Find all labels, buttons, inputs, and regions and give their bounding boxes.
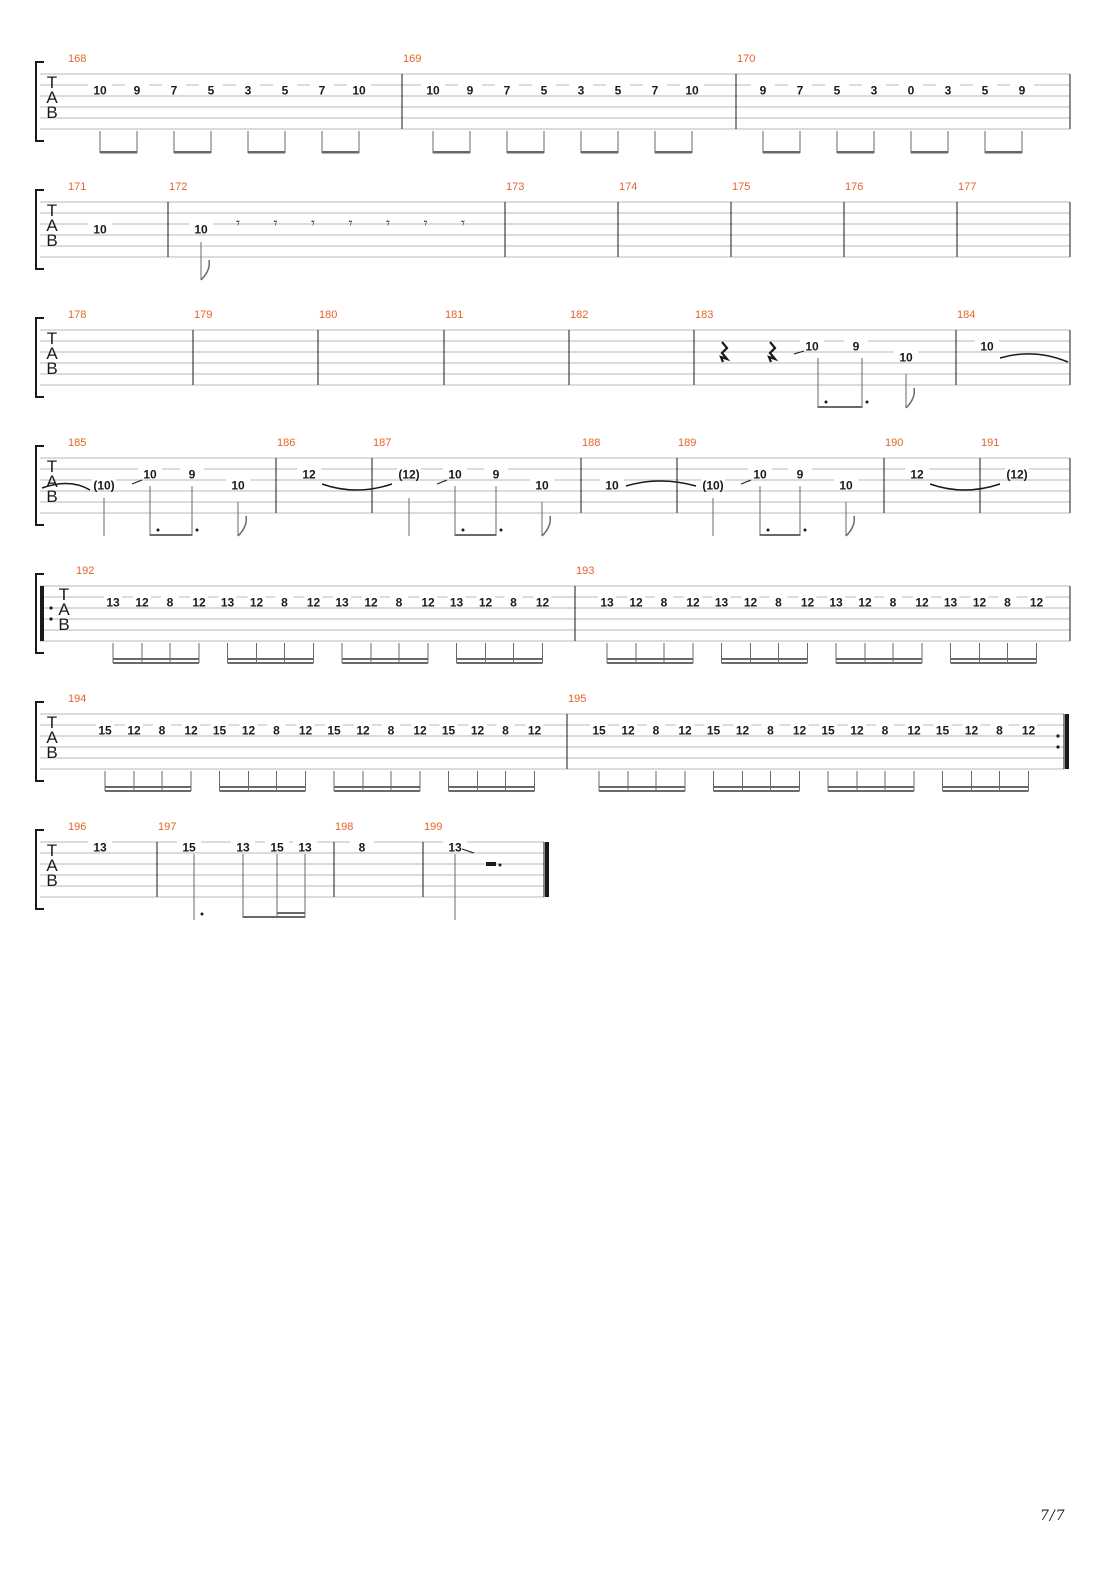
fret-number: 5	[833, 83, 841, 98]
measure-number: 186	[277, 437, 296, 449]
fret-number: 12	[621, 723, 635, 738]
fret-number: 10	[448, 467, 462, 482]
tie	[322, 484, 392, 490]
measure-number: 177	[958, 181, 977, 193]
fret-number: 12	[629, 595, 643, 610]
fret-number: 10	[805, 339, 819, 354]
fret-number: 9	[759, 83, 767, 98]
measure-number: 184	[957, 309, 976, 321]
measure-number: 199	[424, 821, 443, 833]
fret-number: 12	[535, 595, 550, 610]
fret-number: 13	[943, 595, 958, 610]
fret-number: 10	[839, 478, 853, 493]
tab-clef-letter: B	[46, 743, 58, 762]
fret-number: 10	[426, 83, 440, 98]
fret-number: 13	[335, 595, 349, 610]
slide-line	[437, 480, 447, 484]
beam	[433, 151, 470, 154]
fret-number: 15	[182, 840, 196, 855]
tab-system	[36, 309, 1070, 408]
fret-number: (10)	[93, 478, 115, 493]
dot	[499, 864, 502, 867]
fret-number: 13	[220, 595, 235, 610]
fret-number: 9	[492, 467, 500, 482]
measure-number: 193	[576, 565, 595, 577]
measure-number: 179	[194, 309, 213, 321]
fret-number: 7	[651, 83, 659, 98]
beam	[655, 151, 692, 154]
fret-number: 15	[441, 723, 456, 738]
measure-number: 178	[68, 309, 87, 321]
fret-number: 12	[470, 723, 485, 738]
fret-number: 12	[364, 595, 378, 610]
fret-number: 12	[356, 723, 370, 738]
beam-secondary	[449, 790, 535, 792]
fret-number: 0	[907, 83, 915, 98]
tab-clef-letter: T	[46, 201, 58, 220]
fret-number: 12	[907, 723, 921, 738]
tab-clef-letter: A	[46, 472, 58, 491]
measure-number: 182	[570, 309, 589, 321]
beam	[985, 151, 1022, 154]
fret-number: 13	[449, 595, 464, 610]
dot	[201, 913, 204, 916]
fret-number: 15	[706, 723, 721, 738]
beam	[911, 151, 948, 154]
measure-number: 169	[403, 53, 422, 65]
beam-primary	[334, 786, 420, 788]
tie	[1000, 354, 1068, 362]
beam-primary	[828, 786, 914, 788]
tab-clef-letter: B	[46, 359, 58, 378]
tab-clef-letter: A	[46, 344, 58, 363]
tab-clef-letter: B	[46, 871, 58, 890]
fret-number: (10)	[702, 478, 724, 493]
dot	[804, 529, 807, 532]
beam-secondary	[277, 912, 305, 914]
dot	[157, 529, 160, 532]
fret-number: 9	[188, 467, 196, 482]
tie	[930, 484, 1000, 490]
fret-number: 12	[915, 595, 929, 610]
dot	[767, 529, 770, 532]
dot	[825, 401, 828, 404]
tab-clef-letter: T	[46, 457, 58, 476]
beam-primary	[342, 658, 428, 660]
fret-number: 8	[767, 723, 774, 738]
repeat-end-thick	[1065, 714, 1069, 769]
beam-secondary	[113, 662, 199, 664]
fret-number: 5	[981, 83, 989, 98]
beam-primary	[836, 658, 922, 660]
fret-number: 12	[686, 595, 700, 610]
fret-number: 10	[194, 222, 208, 237]
fret-number: 12	[298, 723, 313, 738]
note-flag	[906, 388, 914, 408]
fret-number: 12	[1021, 723, 1036, 738]
beam-primary	[599, 786, 685, 788]
fret-number: 12	[421, 595, 435, 610]
fret-number: 15	[935, 723, 950, 738]
fret-number: 5	[281, 83, 289, 98]
beam-primary	[722, 658, 808, 660]
eighth-rest: 𝄾	[386, 215, 390, 232]
tab-clef-letter: A	[46, 216, 58, 235]
fret-number: 8	[387, 723, 395, 738]
measure-number: 195	[568, 693, 587, 705]
fret-number: 10	[899, 350, 913, 365]
fret-number: 12	[850, 723, 864, 738]
fret-number: 13	[448, 840, 462, 855]
fret-number: 10	[231, 478, 245, 493]
fret-number: 15	[327, 723, 341, 738]
tab-clef-letter: B	[46, 487, 58, 506]
measure-number: 196	[68, 821, 87, 833]
fret-number: 7	[318, 83, 326, 98]
fret-number: 13	[298, 840, 312, 855]
fret-number: 3	[944, 83, 952, 98]
tab-system	[36, 693, 1069, 792]
slide-line	[741, 480, 751, 484]
beam-secondary	[943, 790, 1029, 792]
beam-secondary	[836, 662, 922, 664]
repeat-dot	[49, 617, 52, 620]
measure-number: 188	[582, 437, 601, 449]
tab-system	[36, 437, 1070, 536]
fret-number: 15	[270, 840, 284, 855]
fret-number: 12	[478, 595, 493, 610]
tab-system	[36, 53, 1070, 154]
fret-number: 12	[135, 595, 149, 610]
final-bar-thick	[545, 842, 549, 897]
beam-primary	[607, 658, 693, 660]
fret-number: 8	[881, 723, 889, 738]
beam-secondary	[228, 662, 314, 664]
tab-clef-letter: B	[46, 103, 58, 122]
fret-number: 12	[792, 723, 807, 738]
note-flag	[846, 516, 854, 536]
fret-number: 12	[800, 595, 815, 610]
fret-number: 13	[93, 840, 107, 855]
beam	[174, 151, 211, 154]
measure-number: 174	[619, 181, 638, 193]
beam-secondary	[714, 790, 800, 792]
beam-primary	[457, 658, 543, 660]
tab-clef-letter: T	[46, 73, 58, 92]
measure-number: 180	[319, 309, 338, 321]
fret-number: 12	[249, 595, 264, 610]
measure-number: 171	[68, 181, 87, 193]
measure-number: 170	[737, 53, 756, 65]
measure-number: 191	[981, 437, 1000, 449]
fret-number: 13	[236, 840, 250, 855]
fret-number: 9	[1018, 83, 1026, 98]
fret-number: 9	[852, 339, 860, 354]
fret-number: 8	[158, 723, 166, 738]
beam-primary	[714, 786, 800, 788]
fret-number: 10	[685, 83, 699, 98]
fret-number: 9	[133, 83, 141, 98]
fret-number: 10	[93, 83, 107, 98]
page-number: 7/7	[1040, 1508, 1066, 1524]
fret-number: 12	[743, 595, 758, 610]
fret-number: 8	[660, 595, 668, 610]
fret-number: 8	[1004, 595, 1011, 610]
repeat-dot	[49, 606, 52, 609]
fret-number: 12	[413, 723, 427, 738]
fret-number: (12)	[1006, 467, 1028, 482]
fret-number: 10	[93, 222, 107, 237]
tab-clef-letter: T	[46, 329, 58, 348]
beam-secondary	[105, 790, 191, 792]
fret-number: 12	[858, 595, 872, 610]
beam-secondary	[342, 662, 428, 664]
measure-number: 176	[845, 181, 864, 193]
eighth-rest: 𝄾	[348, 215, 353, 232]
fret-number: (12)	[398, 467, 420, 482]
measure-number: 197	[158, 821, 177, 833]
beam	[581, 151, 618, 154]
beam-primary	[220, 786, 306, 788]
dot	[500, 529, 503, 532]
fret-number: 10	[352, 83, 366, 98]
beam-secondary	[607, 662, 693, 664]
beam-primary	[449, 786, 535, 788]
fret-number: 15	[98, 723, 112, 738]
eighth-rest: 𝄾	[236, 215, 240, 232]
fret-number: 12	[241, 723, 256, 738]
fret-number: 8	[166, 595, 174, 610]
fret-number: 7	[503, 83, 511, 98]
fret-number: 13	[600, 595, 614, 610]
beam-secondary	[599, 790, 685, 792]
repeat-dot	[1056, 745, 1059, 748]
eighth-rest: 𝄾	[423, 215, 428, 232]
beam	[837, 151, 874, 154]
beam	[763, 151, 800, 154]
tab-clef-letter: A	[46, 88, 58, 107]
fret-number: 3	[244, 83, 252, 98]
measure-number: 181	[445, 309, 464, 321]
fret-number: 13	[829, 595, 843, 610]
fret-number: 8	[775, 595, 782, 610]
fret-number: 3	[577, 83, 585, 98]
fret-number: 12	[735, 723, 750, 738]
tab-system	[36, 181, 1070, 280]
fret-number: 12	[306, 595, 321, 610]
beam-secondary	[951, 662, 1037, 664]
measure-number: 198	[335, 821, 354, 833]
half-rest	[486, 862, 496, 866]
tie	[626, 481, 696, 486]
slide-line	[132, 480, 142, 484]
fret-number: 7	[796, 83, 804, 98]
fret-number: 10	[753, 467, 767, 482]
eighth-rest: 𝄾	[311, 215, 315, 232]
eighth-rest: 𝄾	[273, 215, 278, 232]
fret-number: 7	[170, 83, 178, 98]
note-flag	[201, 260, 209, 280]
measure-number: 185	[68, 437, 87, 449]
fret-number: 8	[510, 595, 517, 610]
tab-clef-letter: A	[46, 856, 58, 875]
fret-number: 9	[796, 467, 804, 482]
fret-number: 12	[964, 723, 979, 738]
tab-system	[36, 565, 1070, 664]
measure-number: 172	[169, 181, 188, 193]
note-flag	[542, 516, 550, 536]
fret-number: 12	[910, 467, 924, 482]
fret-number: 5	[207, 83, 215, 98]
eighth-rest: 𝄾	[461, 215, 465, 232]
fret-number: 15	[212, 723, 227, 738]
fret-number: 3	[870, 83, 878, 98]
fret-number: 10	[143, 467, 157, 482]
fret-number: 12	[527, 723, 542, 738]
fret-number: 12	[192, 595, 206, 610]
tab-clef-letter: A	[46, 728, 58, 747]
beam-secondary	[457, 662, 543, 664]
beam	[150, 534, 192, 536]
fret-number: 8	[281, 595, 288, 610]
fret-number: 12	[972, 595, 987, 610]
beam	[455, 534, 496, 536]
tab-system	[36, 821, 549, 920]
fret-number: 12	[127, 723, 141, 738]
fret-number: 15	[821, 723, 835, 738]
fret-number: 12	[302, 467, 316, 482]
dot	[196, 529, 199, 532]
beam	[818, 406, 862, 408]
measure-number: 192	[76, 565, 95, 577]
dot	[866, 401, 869, 404]
fret-number: 9	[466, 83, 474, 98]
fret-number: 10	[980, 339, 994, 354]
beam	[100, 151, 137, 154]
fret-number: 13	[714, 595, 729, 610]
measure-number: 183	[695, 309, 714, 321]
fret-number: 12	[184, 723, 198, 738]
beam	[507, 151, 544, 154]
fret-number: 15	[592, 723, 606, 738]
tab-clef-letter: T	[58, 585, 70, 604]
fret-number: 10	[535, 478, 549, 493]
beam-secondary	[722, 662, 808, 664]
fret-number: 8	[652, 723, 660, 738]
fret-number: 10	[605, 478, 619, 493]
measure-number: 190	[885, 437, 904, 449]
fret-number: 5	[614, 83, 622, 98]
measure-number: 194	[68, 693, 87, 705]
beam-primary	[943, 786, 1029, 788]
tab-clef-letter: A	[58, 600, 70, 619]
beam-primary	[228, 658, 314, 660]
beam-secondary	[828, 790, 914, 792]
fret-number: 12	[1029, 595, 1044, 610]
fret-number: 5	[540, 83, 548, 98]
beam	[243, 916, 305, 918]
beam-secondary	[334, 790, 420, 792]
fret-number: 8	[502, 723, 509, 738]
tab-clef-letter: B	[58, 615, 70, 634]
beam-primary	[951, 658, 1037, 660]
tab-clef-letter: T	[46, 841, 58, 860]
beam	[248, 151, 285, 154]
measure-number: 168	[68, 53, 87, 65]
tab-clef-letter: T	[46, 713, 58, 732]
fret-number: 12	[678, 723, 692, 738]
repeat-dot	[1056, 734, 1059, 737]
fret-number: 8	[395, 595, 403, 610]
measure-number: 187	[373, 437, 392, 449]
beam	[322, 151, 359, 154]
fret-number: 8	[273, 723, 280, 738]
beam-primary	[113, 658, 199, 660]
dot	[462, 529, 465, 532]
fret-number: 13	[106, 595, 120, 610]
repeat-start-thick	[40, 586, 44, 641]
tab-clef-letter: B	[46, 231, 58, 250]
measure-number: 175	[732, 181, 751, 193]
fret-number: 8	[889, 595, 897, 610]
fret-number: 8	[996, 723, 1003, 738]
beam	[760, 534, 800, 536]
beam-primary	[105, 786, 191, 788]
fret-number: 8	[358, 840, 366, 855]
measure-number: 173	[506, 181, 525, 193]
beam-secondary	[220, 790, 306, 792]
note-flag	[238, 516, 246, 536]
measure-number: 189	[678, 437, 697, 449]
